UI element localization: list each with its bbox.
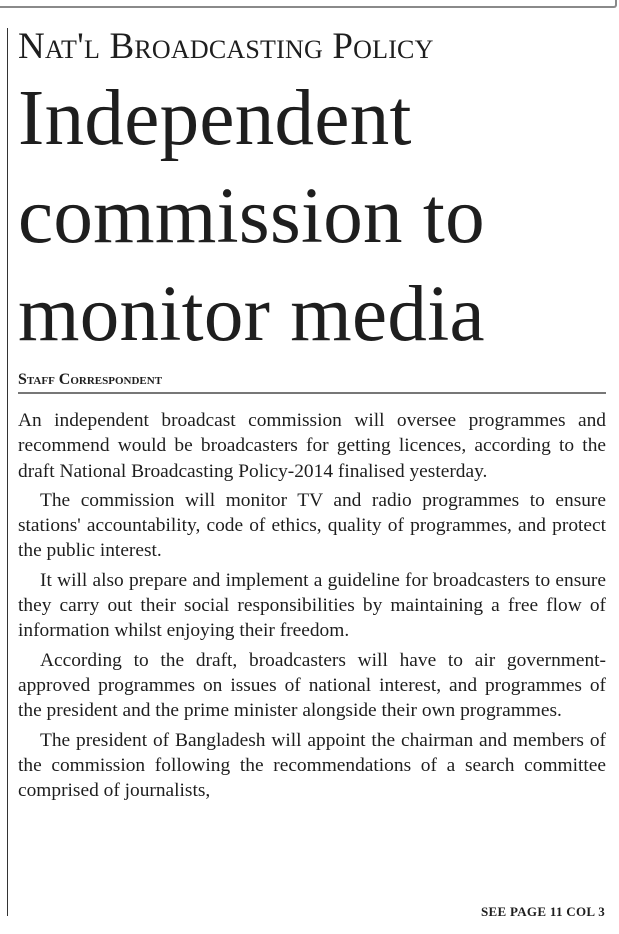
headline-line-3: monitor media — [18, 271, 485, 358]
paragraph-2: The commission will monitor TV and radio programmes to ensure stations' accountability, code of ethics, quality of programmes, and protect the public interest. — [18, 489, 606, 562]
article-kicker: Nat'l Broadcasting Policy — [18, 26, 434, 67]
paragraph-4: According to the draft, broadcasters will have to air government-approved programmes on issues of national interest, and programmes of the president and the prime minister alongside their own programmes. — [18, 649, 606, 722]
article-byline: Staff Correspondent — [18, 370, 606, 394]
headline-line-1: Independent — [18, 75, 412, 162]
paragraph-3: It will also prepare and implement a guideline for broadcasters to ensure they carry out their social responsibilities by maintaining a free flow of information whilst enjoying their freedom. — [18, 569, 606, 642]
continuation-note: SEE PAGE 11 COL 3 — [480, 904, 605, 919]
article-headline — [18, 70, 606, 364]
top-border — [0, 0, 617, 8]
article — [18, 24, 606, 807]
article-body — [18, 408, 606, 803]
column-rule — [7, 28, 8, 916]
paragraph-1: An independent broadcast commission will oversee programmes and recommend would be broadcasters for getting licences, according to the draft National Broadcasting Policy-2014 finalised yesterday. — [18, 410, 606, 482]
headline-line-2: commission to — [18, 173, 485, 260]
paragraph-5: The president of Bangladesh will appoint the chairman and members of the commission following the recommendations of a search committee comprised of journalists, — [18, 729, 606, 802]
